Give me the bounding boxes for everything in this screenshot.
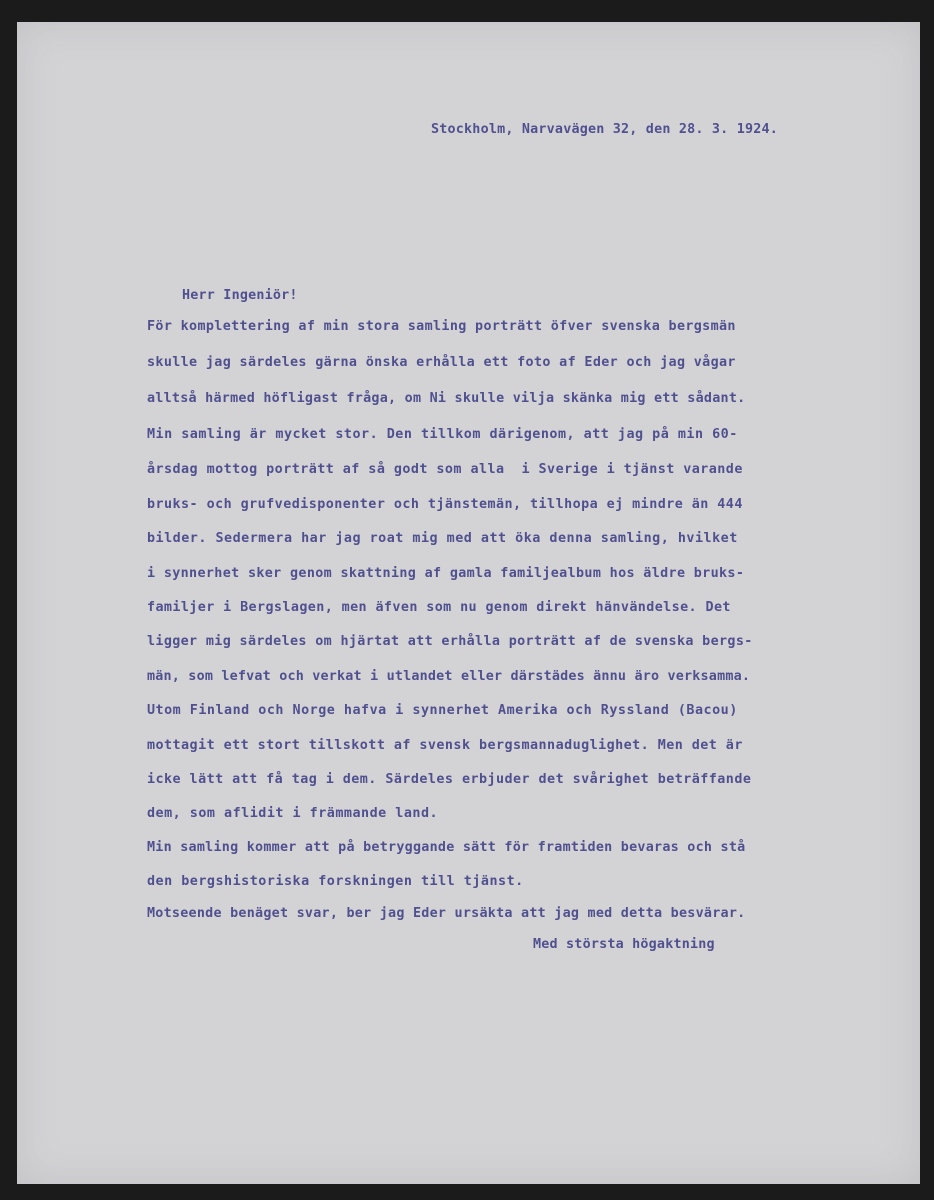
body-line: Motseende benäget svar, ber jag Eder ursäkta att jag med detta besvärar. xyxy=(147,906,746,921)
body-line: bilder. Sedermera har jag roat mig med att öka denna samling, hvilket xyxy=(147,531,738,546)
body-line: ligger mig särdeles om hjärtat att erhålla porträtt af de svenska bergs- xyxy=(147,634,753,649)
body-line: i synnerhet sker genom skattning af gamla familjealbum hos äldre bruks- xyxy=(147,566,745,581)
body-line: den bergshistoriska forskningen till tjänst. xyxy=(147,874,524,889)
body-line: mottagit ett stort tillskott af svensk bergsmannaduglighet. Men det är xyxy=(147,738,743,753)
body-line: män, som lefvat och verkat i utlandet eller därstädes ännu äro verksamma. xyxy=(147,669,751,684)
dateline: Stockholm, Narvavägen 32, den 28. 3. 1924. xyxy=(431,122,778,137)
body-line: familjer i Bergslagen, men äfven som nu genom direkt hänvändelse. Det xyxy=(147,600,731,615)
body-line: Utom Finland och Norge hafva i synnerhet Amerika och Ryssland (Bacou) xyxy=(147,703,738,718)
body-line: årsdag mottog porträtt af så godt som alla i Sverige i tjänst varande xyxy=(147,462,743,477)
body-line: icke lätt att få tag i dem. Särdeles erbjuder det svårighet beträffande xyxy=(147,772,752,787)
closing: Med största högaktning xyxy=(533,937,715,952)
body-line: bruks- och grufvedisponenter och tjänstemän, tillhopa ej mindre än 444 xyxy=(147,497,743,512)
salutation: Herr Ingeniör! xyxy=(182,288,298,303)
body-line: dem, som aflidit i främmande land. xyxy=(147,806,439,821)
body-line: skulle jag särdeles gärna önska erhålla ett foto af Eder och jag vågar xyxy=(147,355,736,370)
body-line: Min samling kommer att på betryggande sätt för framtiden bevaras och stå xyxy=(147,840,746,855)
body-line: alltså härmed höfligast fråga, om Ni skulle vilja skänka mig ett sådant. xyxy=(147,391,746,406)
body-line: För komplettering af min stora samling porträtt öfver svenska bergsmän xyxy=(147,319,736,334)
body-line: Min samling är mycket stor. Den tillkom därigenom, att jag på min 60- xyxy=(147,427,738,442)
